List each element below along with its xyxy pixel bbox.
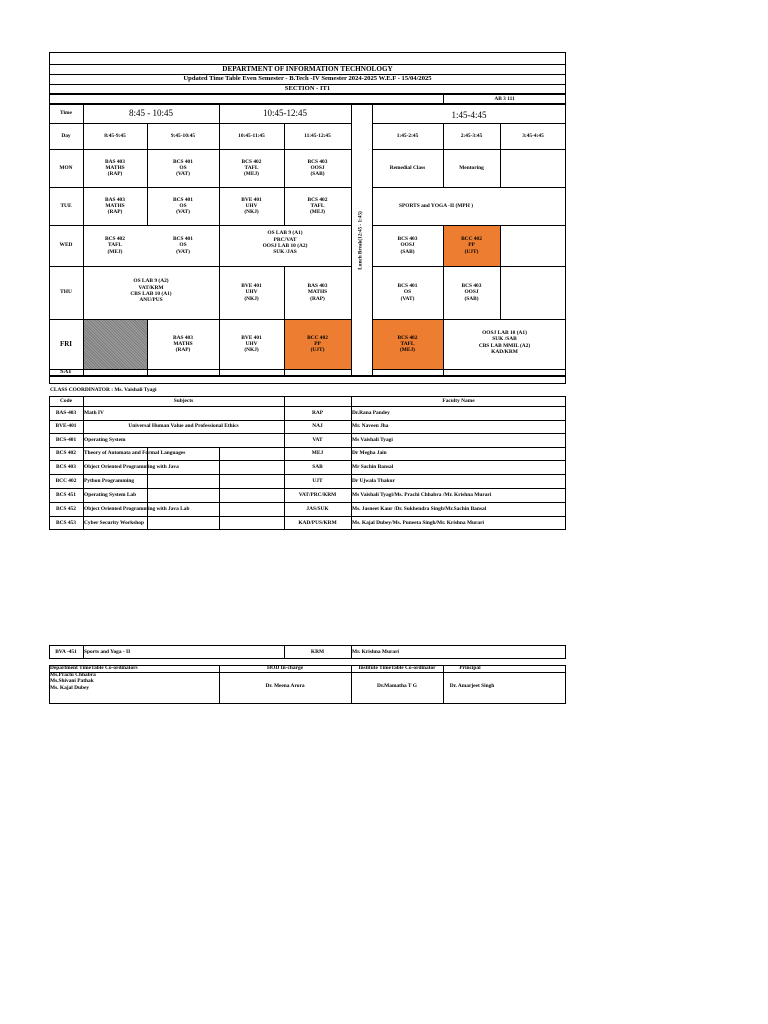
day-label: Day [61, 132, 71, 139]
period-5: 1:45-2:45 [396, 132, 419, 139]
slot-thu-p6: BCS 403 OOSJ (SAB) [461, 283, 482, 302]
period-3: 10:45-11:45 [238, 132, 265, 139]
table-row-code: BCS-401 [55, 436, 77, 443]
institute-coordinator-name: Dr.Mamatha T G [377, 682, 417, 689]
period-1: 8:45-9:45 [104, 132, 126, 139]
slot-wed-p2: BCS 401 OS (VAT) [173, 236, 193, 255]
day-thu: THU [60, 289, 72, 296]
slot-fri-p5: BCS 402 TAFL (MEJ) [397, 334, 418, 354]
slot-tue-p1: BAS 403 MATHS (RAP) [105, 196, 125, 216]
table-row-subject: Cyber Security Workshop [84, 519, 145, 526]
table-row-subject: Theory of Automata and Formal Languages [84, 450, 186, 457]
slot-thu-p5: BCS 401 OS (VAT) [397, 283, 418, 302]
col-subjects: Subjects [173, 397, 194, 404]
slot-thu-p3: BVE 401 UHV (NKJ) [241, 283, 262, 302]
slot-thu-p4: BAS 403 MATHS (RAP) [307, 283, 328, 302]
col-code: Code [60, 397, 72, 404]
table-row-abbr: RAP [311, 409, 324, 416]
table-row-subject: Sports and Yoga - II [84, 648, 131, 655]
table-row-subject: Universal Human Value and Professional Ethics [128, 423, 239, 430]
table-row-subject: Operating System [84, 436, 126, 443]
table-row-code: BCC 402 [55, 477, 77, 484]
day-fri: FRI [59, 339, 73, 348]
table-row-subject: Object Oriented Programming with Java Lab [84, 505, 190, 512]
time-label: Time [60, 110, 72, 117]
table-row-faculty: Mr. Naveen Jha [352, 423, 389, 430]
table-row-abbr: NAJ [312, 423, 323, 430]
table-row-abbr: MEJ [311, 450, 324, 457]
table-row-subject: Python Programming [84, 477, 135, 484]
section-title: SECTION - IT1 [284, 84, 331, 92]
table-row-subject: Math IV [84, 409, 104, 416]
class-coordinator: CLASS COORDINATOR : Ms. Vaishali Tyagi [50, 387, 157, 393]
dept-coordinator-names: Ms.Prachi Chhabra Ms.Shivani Pathak Ms. Kajal Dubey [50, 672, 96, 691]
slot-wed-p1: BCS 402 TAFL (MEJ) [105, 236, 125, 255]
table-row-abbr: KRM [310, 648, 325, 655]
slot-fri-lab: OOSJ LAB 10 (A1) SUK /SAB CBS LAB MMIL (A2) KAD/KRM [478, 329, 531, 355]
slot-wed-lab: OS LAB 9 (A1) PRC/VAT OOSJ LAB 10 (A2) SUK /JAS [262, 230, 308, 256]
table-row-code: BCS 403 [56, 463, 76, 470]
period-2: 9:45-10:45 [170, 132, 196, 139]
slot-wed-p5: BCS 403 OOSJ (SAB) [397, 236, 418, 255]
room-number: AB 3 111 [494, 95, 515, 102]
table-row-faculty: Ms Vaishali Tyagi [352, 436, 393, 443]
day-wed: WED [59, 242, 73, 249]
col-faculty: Faculty Name [442, 397, 475, 404]
slot-tue-p2: BCS 401 OS (VAT) [173, 196, 193, 216]
table-row-subject: Object Oriented Programming with Java [84, 463, 179, 470]
period-6: 2:45-3:45 [460, 132, 483, 139]
hod-label: HOD In-charge [266, 665, 304, 672]
period-7: 3:45-4:45 [522, 132, 544, 139]
table-row-faculty: Mr Sachin Bansal [352, 463, 394, 470]
table-row-faculty: Dr Ujwala Thakur [352, 477, 395, 484]
timetable-title: Updated Time Table Even Semester - B.Tech -IV Semester 2024-2025 W.E.F - 15/04/2025 [183, 74, 432, 82]
slot-wed-p6: BCC 402 PP (UJT) [461, 236, 482, 255]
table-row-faculty: Ms. Kajal Dubey/Ms. Puneeta Singh/Mr. Krishna Murari [352, 519, 485, 526]
slot-thu-lab: OS LAB 9 (A2) VAT/KRM CBS LAB 10 (A1) ANU/PUS [130, 278, 172, 304]
table-row-abbr: VAT/PRC/KRM [298, 491, 337, 498]
slot-mon-p4: BCS 403 OOSJ (SAB) [307, 158, 328, 178]
slot-tue-p4: BCS 402 TAFL (MEJ) [307, 196, 328, 216]
table-row-code: BCS 451 [56, 491, 76, 498]
lunch-break-label: Lunch Break(12:45 - 1:45) [357, 211, 364, 270]
slot-mon-p2: BCS 401 OS (VAT) [173, 158, 193, 178]
dept-coordinators-label: Department TimeTable Co-ordinators [50, 665, 138, 672]
hod-name: Dr. Meena Arora [265, 682, 305, 689]
table-row-abbr: JAS/SUK [306, 505, 329, 512]
slot-group-morning: 8:45 - 10:45 [129, 108, 173, 119]
slot-tue-p3: BVE 401 UHV (NKJ) [241, 196, 262, 216]
table-row-code: BCS 452 [56, 505, 76, 512]
slot-mon-p6: Mentoring [459, 164, 484, 171]
slot-tue-sports: SPORTS and YOGA -II (MPH ) [398, 202, 474, 209]
table-row-code: BCS 453 [56, 519, 76, 526]
department-title: DEPARTMENT OF INFORMATION TECHNOLOGY [222, 64, 393, 73]
table-row-faculty: Dr.Rana Pandey [352, 409, 390, 416]
table-row-abbr: SAB [312, 463, 323, 470]
principal-label: Principal [459, 665, 481, 672]
slot-mon-p5: Remedial Class [389, 164, 426, 171]
principal-name: Dr. Amarjeet Singh [449, 682, 495, 689]
slot-fri-p2: BAS 403 MATHS (RAP) [173, 334, 193, 354]
table-row-abbr: KAD/PUS/KRM [298, 519, 337, 526]
slot-mon-p3: BCS 402 TAFL (MEJ) [241, 158, 262, 178]
institute-coordinator-label: Institute TimeTable Co-ordinator [358, 665, 436, 672]
table-row-code: BVE-401 [55, 423, 77, 430]
table-row-faculty: Ms Vaishali Tyagi/Ms. Prachi Chhabra /Mr. Krishna Murari [352, 491, 492, 498]
table-row-faculty: Ms. Jasneet Kaur /Dr. Sukhendra Singh/Mr.Sachin Bansal [352, 505, 487, 512]
slot-fri-p3: BVE 401 UHV (NKJ) [241, 334, 262, 354]
table-row-abbr: UJT [312, 477, 323, 484]
period-4: 11:45-12:45 [304, 132, 331, 139]
day-mon: MON [59, 164, 73, 171]
table-row-code: BCS 402 [56, 450, 76, 457]
table-row-code: BVA -451 [55, 648, 77, 655]
table-row-code: BAS-403 [55, 409, 77, 416]
day-sat: SAT [60, 368, 72, 376]
slot-mon-p1: BAS 403 MATHS (RAP) [105, 158, 125, 178]
table-row-faculty: Dr Megha Jain [352, 450, 387, 457]
table-row-faculty: Mr. Krishna Murari [352, 648, 399, 655]
slot-fri-p4: BCC 402 PP (UJT) [307, 334, 328, 354]
fri-blocked-cell [84, 320, 147, 369]
slot-group-afternoon: 1:45-4:45 [451, 110, 487, 121]
slot-group-midday: 10:45-12:45 [263, 108, 307, 119]
day-tue: TUE [60, 202, 72, 209]
table-row-subject: Operating System Lab [84, 491, 137, 498]
table-row-abbr: VAT [312, 436, 323, 443]
